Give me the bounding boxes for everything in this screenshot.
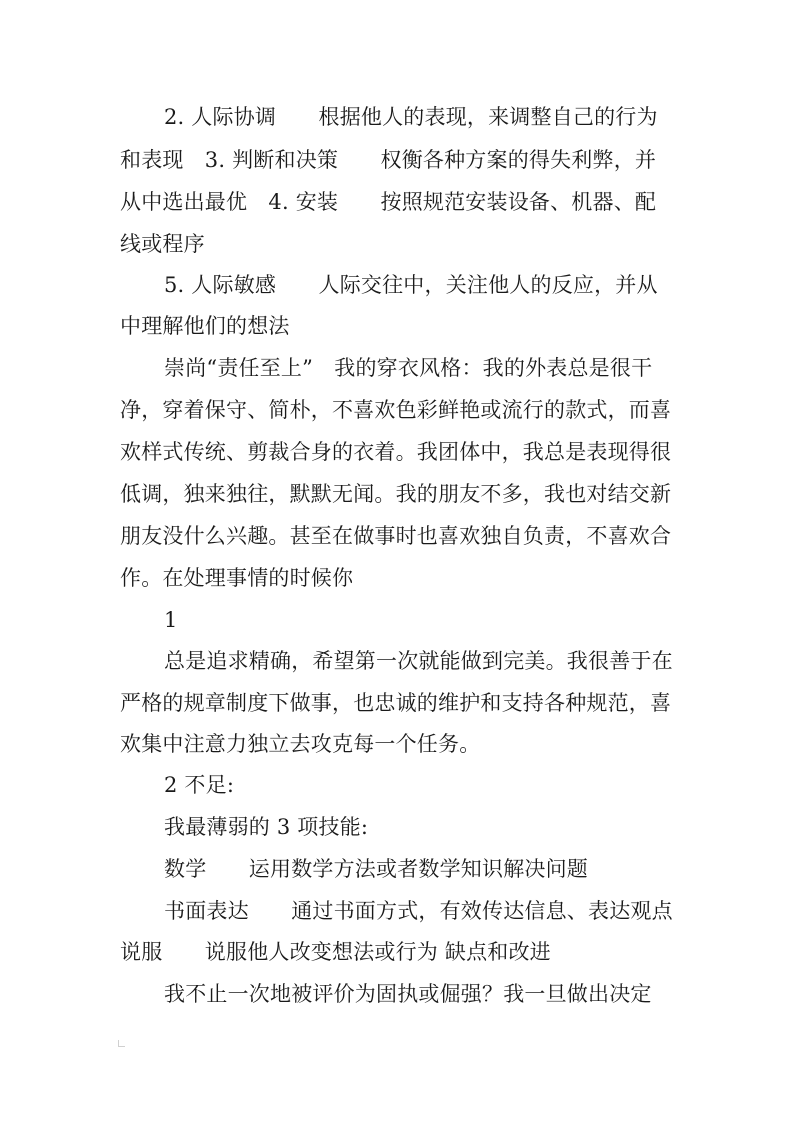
text-line: 说服 说服他人改变想法或行为 缺点和改进 [120,940,551,964]
text-line: 中理解他们的想法 [120,314,290,338]
text-line: 2 不足: [164,773,235,797]
text-line: 低调，独来独往，默默无闻。我的朋友不多，我也对结交新 [120,482,672,506]
text-line: 我最薄弱的 3 项技能: [164,815,369,839]
text-line: 净，穿着保守、简朴，不喜欢色彩鲜艳或流行的款式，而喜 [120,398,672,422]
text-line: 严格的规章制度下做事，也忠诚的维护和支持各种规范，喜 [120,691,672,715]
text-line: 崇尚“责任至上” 我的穿衣风格：我的外表总是很干 [164,356,653,380]
text-line: 2. 人际协调 根据他人的表现，来调整自己的行为 [164,105,658,129]
text-line: 总是追求精确，希望第一次就能做到完美。我很善于在 [164,649,673,673]
text-line: 欢样式传统、剪裁合身的衣着。我团体中，我总是表现得很 [120,440,672,464]
text-line: 5. 人际敏感 人际交往中，关注他人的反应，并从 [164,273,658,297]
text-line: 从中选出最优 4. 安装 按照规范安装设备、机器、配 [120,190,657,214]
text-line: 线或程序 [120,232,205,256]
text-line: 我不止一次地被评价为固执或倔强？我一旦做出决定 [164,982,652,1006]
text-line: 作。在处理事情的时候你 [120,566,354,590]
text-line: 书面表达 通过书面方式，有效传达信息、表达观点 [164,899,673,923]
text-line: 数学 运用数学方法或者数学知识解决问题 [164,857,588,881]
text-line: 1 [164,608,178,632]
text-line: 欢集中注意力独立去攻克每一个任务。 [120,732,481,756]
text-line: 和表现 3. 判断和决策 权衡各种方案的得失利弊，并 [120,148,657,172]
text-line: 朋友没什么兴趣。甚至在做事时也喜欢独自负责，不喜欢合 [120,524,672,548]
margin-corner-mark [118,1040,125,1047]
